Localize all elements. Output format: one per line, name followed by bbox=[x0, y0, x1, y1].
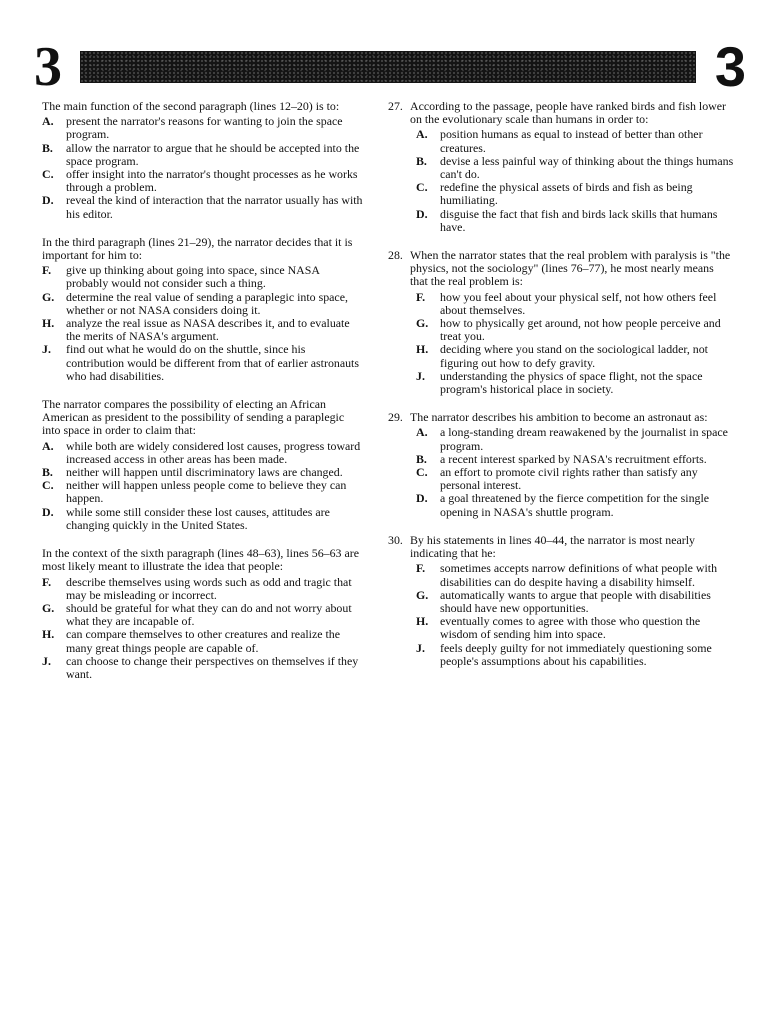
option-text: allow the narrator to argue that he should be accepted into the space program. bbox=[66, 140, 360, 168]
option-text: neither will happen until discriminatory laws are changed. bbox=[66, 465, 343, 480]
option-letter: G. bbox=[416, 316, 429, 331]
option-letter: B. bbox=[42, 140, 53, 155]
answer-option[interactable] bbox=[416, 208, 734, 234]
answer-option[interactable] bbox=[416, 128, 734, 154]
question-number: 28. bbox=[388, 248, 403, 263]
option-text: reveal the kind of interaction that the narrator usually has with his editor. bbox=[66, 193, 363, 221]
answer-option[interactable] bbox=[42, 628, 364, 654]
answer-option[interactable] bbox=[42, 142, 364, 168]
option-text: while some still consider these lost causes, attitudes are changing quickly in the United States. bbox=[66, 504, 330, 532]
option-letter: H. bbox=[42, 316, 55, 331]
question-stem: The narrator compares the possibility of electing an African American as president to the possibility of sending a paraplegic into space in order to claim that: bbox=[42, 397, 345, 438]
option-letter: D. bbox=[42, 504, 54, 519]
option-text: disguise the fact that fish and birds lack skills that humans have. bbox=[440, 206, 718, 234]
question-stem: The main function of the second paragraph (lines 12–20) is to: bbox=[42, 99, 340, 113]
option-letter: B. bbox=[42, 465, 53, 480]
page-number-left: 3 bbox=[34, 36, 62, 98]
option-letter: B. bbox=[416, 451, 427, 466]
question-block bbox=[42, 100, 364, 221]
question-stem: The narrator describes his ambition to become an astronaut as: bbox=[410, 410, 708, 425]
option-letter: G. bbox=[42, 289, 55, 304]
answer-option[interactable] bbox=[42, 168, 364, 194]
option-letter: A. bbox=[42, 438, 54, 453]
answer-option[interactable] bbox=[416, 466, 734, 492]
answer-option[interactable] bbox=[416, 615, 734, 641]
question-number: 27. bbox=[388, 99, 403, 113]
answer-option[interactable] bbox=[416, 370, 734, 396]
question-stem: According to the passage, people have ranked birds and fish lower on the evolutionary scale than humans in order to: bbox=[410, 99, 726, 127]
answer-option[interactable] bbox=[416, 492, 734, 518]
option-letter: D. bbox=[416, 491, 428, 506]
answer-option[interactable] bbox=[42, 479, 364, 505]
option-letter: B. bbox=[416, 153, 427, 168]
answer-option[interactable] bbox=[42, 506, 364, 532]
option-letter: F. bbox=[416, 289, 426, 304]
question-block bbox=[388, 100, 734, 234]
question-number: 30. bbox=[388, 532, 403, 547]
question-block bbox=[388, 249, 734, 396]
answer-option[interactable] bbox=[416, 343, 734, 369]
question-stem: By his statements in lines 40–44, the narrator is most nearly indicating that he: bbox=[410, 532, 695, 561]
option-text: find out what he would do on the shuttle, since his contribution would be different from that of earlier astronauts who had disabilities. bbox=[66, 342, 359, 383]
option-letter: C. bbox=[42, 167, 54, 182]
option-letter: A. bbox=[42, 114, 54, 129]
answer-option[interactable] bbox=[416, 317, 734, 343]
option-letter: F. bbox=[42, 574, 52, 589]
question-block bbox=[388, 534, 734, 668]
question-block bbox=[388, 411, 734, 519]
option-text: automatically wants to argue that people with disabilities should have new opportunities. bbox=[440, 587, 711, 615]
answer-option[interactable] bbox=[42, 115, 364, 141]
option-letter: J. bbox=[42, 342, 51, 357]
option-letter: A. bbox=[416, 127, 428, 142]
right-column bbox=[388, 100, 734, 683]
question-block bbox=[42, 398, 364, 532]
answer-option[interactable] bbox=[42, 317, 364, 343]
option-letter: H. bbox=[42, 627, 55, 642]
option-text: analyze the real issue as NASA describes it, and to evaluate the merits of NASA's argument. bbox=[66, 316, 350, 344]
option-text: devise a less painful way of thinking about the things humans can't do. bbox=[440, 153, 734, 182]
option-text: neither will happen unless people come to believe they can happen. bbox=[66, 478, 347, 506]
option-text: give up thinking about going into space, since NASA probably would not consider such a thing. bbox=[66, 263, 320, 291]
answer-option[interactable] bbox=[416, 562, 734, 588]
option-letter: J. bbox=[42, 653, 51, 668]
option-text: present the narrator's reasons for wanting to join the space program. bbox=[66, 114, 343, 142]
option-letter: D. bbox=[416, 206, 428, 221]
question-stem: In the context of the sixth paragraph (lines 48–63), lines 56–63 are most likely meant to illustrate the idea that people: bbox=[42, 546, 359, 574]
question-block bbox=[42, 236, 364, 383]
header-bar bbox=[80, 51, 696, 83]
answer-option[interactable] bbox=[42, 343, 364, 383]
page-number-right: 3 bbox=[714, 35, 746, 98]
option-letter: D. bbox=[42, 193, 54, 208]
option-text: an effort to promote civil rights rather than satisfy any personal interest. bbox=[440, 465, 698, 493]
option-letter: J. bbox=[416, 368, 425, 383]
option-text: how to physically get around, not how people perceive and treat you. bbox=[440, 316, 721, 344]
question-stem: In the third paragraph (lines 21–29), the narrator decides that it is important for him to: bbox=[42, 234, 353, 263]
left-column bbox=[42, 100, 364, 696]
answer-option[interactable] bbox=[416, 181, 734, 207]
option-text: can compare themselves to other creatures and realize the many great things people are capable of. bbox=[66, 627, 341, 655]
option-text: offer insight into the narrator's thought processes as he works through a problem. bbox=[66, 167, 358, 195]
option-letter: J. bbox=[416, 640, 425, 655]
option-letter: F. bbox=[416, 561, 426, 576]
option-text: feels deeply guilty for not immediately questioning some people's assumptions about his capabilities. bbox=[440, 640, 712, 668]
answer-option[interactable] bbox=[416, 642, 734, 668]
option-text: while both are widely considered lost causes, progress toward increased access in other areas has been made. bbox=[66, 438, 361, 466]
option-letter: H. bbox=[416, 342, 429, 357]
option-text: sometimes accepts narrow definitions of what people with disabilities can do despite having a disability himself. bbox=[440, 561, 718, 589]
option-text: can choose to change their perspectives on themselves if they want. bbox=[66, 653, 359, 681]
option-text: understanding the physics of space flight, not the space program's historical place in society. bbox=[440, 368, 703, 397]
option-text: a long-standing dream reawakened by the journalist in space program. bbox=[440, 425, 728, 453]
answer-option[interactable] bbox=[42, 576, 364, 602]
option-text: redefine the physical assets of birds and fish as being humiliating. bbox=[440, 180, 693, 208]
answer-option[interactable] bbox=[416, 426, 734, 452]
answer-option[interactable] bbox=[42, 291, 364, 317]
question-stem: When the narrator states that the real problem with paralysis is "the physics, not the sociology" (lines 76–77), he most nearly means that the real problem is: bbox=[410, 248, 731, 289]
option-text: a goal threatened by the fierce competition for the single opening in NASA's shuttle program. bbox=[440, 491, 710, 519]
answer-option[interactable] bbox=[42, 602, 364, 628]
option-letter: H. bbox=[416, 614, 429, 629]
answer-option[interactable] bbox=[416, 155, 734, 181]
option-letter: A. bbox=[416, 425, 428, 440]
option-letter: C. bbox=[42, 478, 54, 493]
option-text: eventually comes to agree with those who question the wisdom of sending him into space. bbox=[440, 614, 701, 642]
option-letter: G. bbox=[416, 587, 429, 602]
option-text: should be grateful for what they can do and not worry about what they are incapable of. bbox=[66, 600, 352, 629]
answer-option[interactable] bbox=[42, 655, 364, 681]
answer-option[interactable] bbox=[42, 264, 364, 290]
option-letter: C. bbox=[416, 180, 428, 195]
option-text: determine the real value of sending a paraplegic into space, whether or not NASA considers doing it. bbox=[66, 289, 348, 317]
answer-option[interactable] bbox=[42, 440, 364, 466]
question-number: 29. bbox=[388, 410, 403, 425]
option-text: how you feel about your physical self, not how others feel about themselves. bbox=[440, 289, 717, 317]
answer-option[interactable] bbox=[416, 589, 734, 615]
option-text: deciding where you stand on the sociological ladder, not figuring out how to defy gravity. bbox=[440, 342, 708, 370]
option-letter: G. bbox=[42, 600, 55, 615]
option-text: a recent interest sparked by NASA's recruitment efforts. bbox=[440, 451, 707, 466]
option-text: describe themselves using words such as odd and tragic that may be misleading or incorrect. bbox=[66, 574, 352, 602]
question-block bbox=[42, 547, 364, 681]
option-letter: F. bbox=[42, 263, 52, 278]
answer-option[interactable] bbox=[42, 194, 364, 220]
option-text: position humans as equal to instead of better than other creatures. bbox=[440, 127, 703, 155]
option-letter: C. bbox=[416, 465, 428, 480]
answer-option[interactable] bbox=[416, 291, 734, 317]
page-header bbox=[34, 35, 746, 98]
